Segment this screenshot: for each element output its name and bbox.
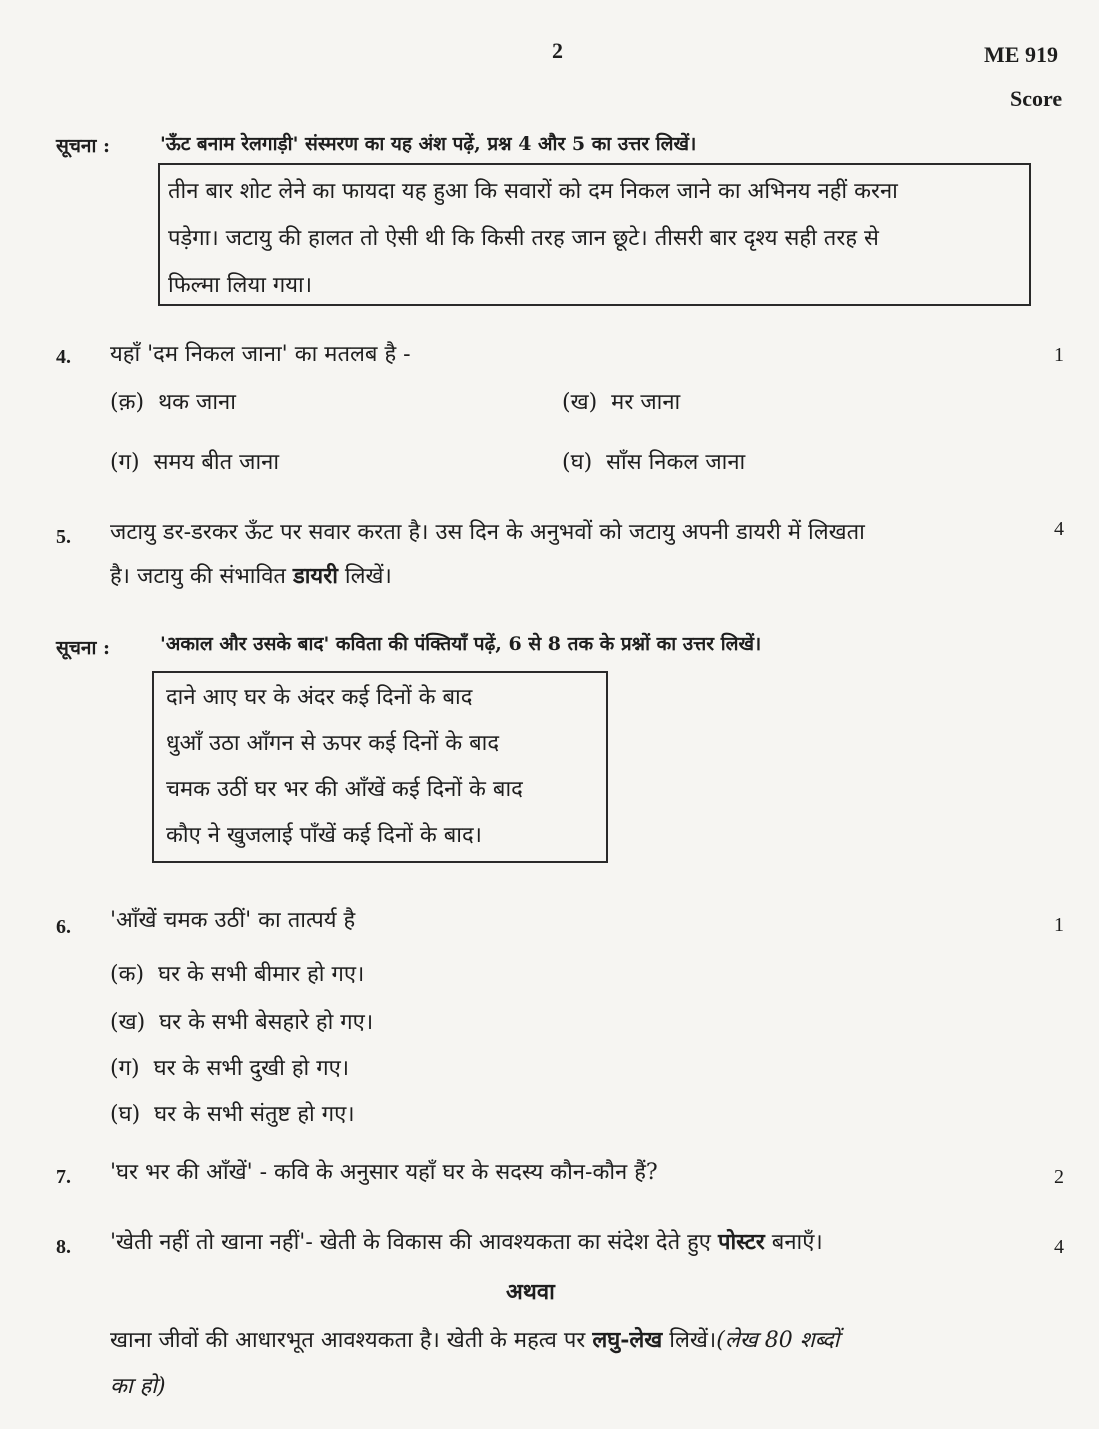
option-key: (ख) (110, 1010, 146, 1035)
option-item (110, 386, 236, 416)
option-text: घर के सभी संतुष्ट हो गए। (154, 1102, 355, 1127)
notice-label: सूचना : (56, 135, 111, 157)
alt-question-line (110, 1324, 839, 1354)
question-text: 'आँखें चमक उठीं' का तात्पर्य है (110, 908, 356, 933)
poem-line: धुआँ उठा आँगन से ऊपर कई दिनों के बाद (166, 731, 500, 756)
bold-term: डायरी (292, 563, 338, 589)
question-number: 5. (56, 526, 71, 548)
option-key: (ग) (110, 450, 140, 475)
option-key: (ग) (110, 1056, 140, 1081)
notice-text: 'ऊँट बनाम रेलगाड़ी' संस्मरण का यह अंश पढ़ें, प्रश्न 4 और 5 का उत्तर लिखें। (160, 133, 697, 155)
text-run: है। जटायु की संभावित (110, 564, 293, 589)
text-run: लिखें। (337, 564, 392, 589)
question-number: 8. (56, 1236, 71, 1258)
question-score: 1 (1054, 914, 1064, 936)
question-text-line2 (110, 560, 392, 590)
poem-line: कौए ने खुजलाई पाँखें कई दिनों के बाद। (166, 823, 483, 848)
option-item (110, 1098, 355, 1128)
option-text: मर जाना (611, 390, 681, 415)
italic-note: (लेख 80 शब्दों (716, 1328, 840, 1353)
text-run: 'खेती नहीं तो खाना नहीं'- खेती के विकास की आवश्यकता का संदेश देते हुए (110, 1230, 718, 1255)
poem-line: दाने आए घर के अंदर कई दिनों के बाद (166, 685, 473, 710)
text-run: खाना जीवों की आधारभूत आवश्यकता है। खेती के महत्व पर (110, 1328, 593, 1353)
passage-line: पड़ेगा। जटायु की हालत तो ऐसी थी कि किसी तरह जान छूटे। तीसरी बार दृश्य सही तरह से (168, 226, 879, 251)
text-run: लिखें। (662, 1328, 717, 1353)
poem-line: चमक उठीं घर भर की आँखें कई दिनों के बाद (166, 777, 523, 802)
option-text: घर के सभी दुखी हो गए। (153, 1056, 350, 1081)
bold-term: लघु-लेख (592, 1327, 663, 1353)
option-key: (घ) (110, 1102, 141, 1127)
option-text: समय बीत जाना (153, 450, 280, 475)
question-text: यहाँ 'दम निकल जाना' का मतलब है - (110, 342, 411, 367)
question-number: 6. (56, 916, 71, 938)
option-text: घर के सभी बेसहारे हो गए। (159, 1010, 374, 1035)
question-number: 4. (56, 346, 71, 368)
option-text: घर के सभी बीमार हो गए। (158, 962, 365, 987)
option-key: (घ) (562, 450, 593, 475)
question-text: 'घर भर की आँखें' - कवि के अनुसार यहाँ घर के सदस्य कौन-कौन हैं? (110, 1160, 658, 1185)
option-item (110, 1006, 373, 1036)
option-item (110, 1052, 349, 1082)
score-label: Score (1010, 86, 1063, 111)
alt-question-line2: का हो) (110, 1374, 166, 1399)
paper-code: ME 919 (984, 42, 1058, 67)
option-item (110, 958, 364, 988)
notice-label: सूचना : (56, 637, 111, 659)
question-text: जटायु डर-डरकर ऊँट पर सवार करता है। उस दिन के अनुभवों को जटायु अपनी डायरी में लिखता (110, 520, 865, 545)
option-text: साँस निकल जाना (606, 450, 746, 475)
option-key: (ख) (562, 390, 598, 415)
question-score: 1 (1054, 344, 1064, 366)
prose-passage-box (158, 163, 1031, 306)
option-text: थक जाना (158, 390, 236, 415)
poem-box (152, 671, 608, 863)
notice-text: 'अकाल और उसके बाद' कविता की पंक्तियाँ पढ़ें, 6 से 8 तक के प्रश्नों का उत्तर लिखें। (160, 633, 762, 655)
option-key: (क) (110, 962, 145, 987)
question-score: 4 (1054, 1236, 1064, 1258)
or-label: अथवा (506, 1279, 555, 1305)
option-item (562, 446, 745, 476)
option-key: (क़) (110, 390, 145, 415)
passage-line: तीन बार शोट लेने का फायदा यह हुआ कि सवारों को दम निकल जाने का अभिनय नहीं करना (168, 179, 898, 204)
question-number: 7. (56, 1166, 71, 1188)
text-run: बनाएँ। (764, 1230, 823, 1255)
question-score: 4 (1054, 518, 1064, 540)
passage-line: फिल्मा लिया गया। (168, 273, 313, 298)
option-item (562, 386, 680, 416)
question-score: 2 (1054, 1166, 1064, 1188)
option-item (110, 446, 279, 476)
question-text (110, 1226, 823, 1256)
bold-term: पोस्टर (717, 1229, 765, 1255)
page-number: 2 (552, 38, 563, 63)
